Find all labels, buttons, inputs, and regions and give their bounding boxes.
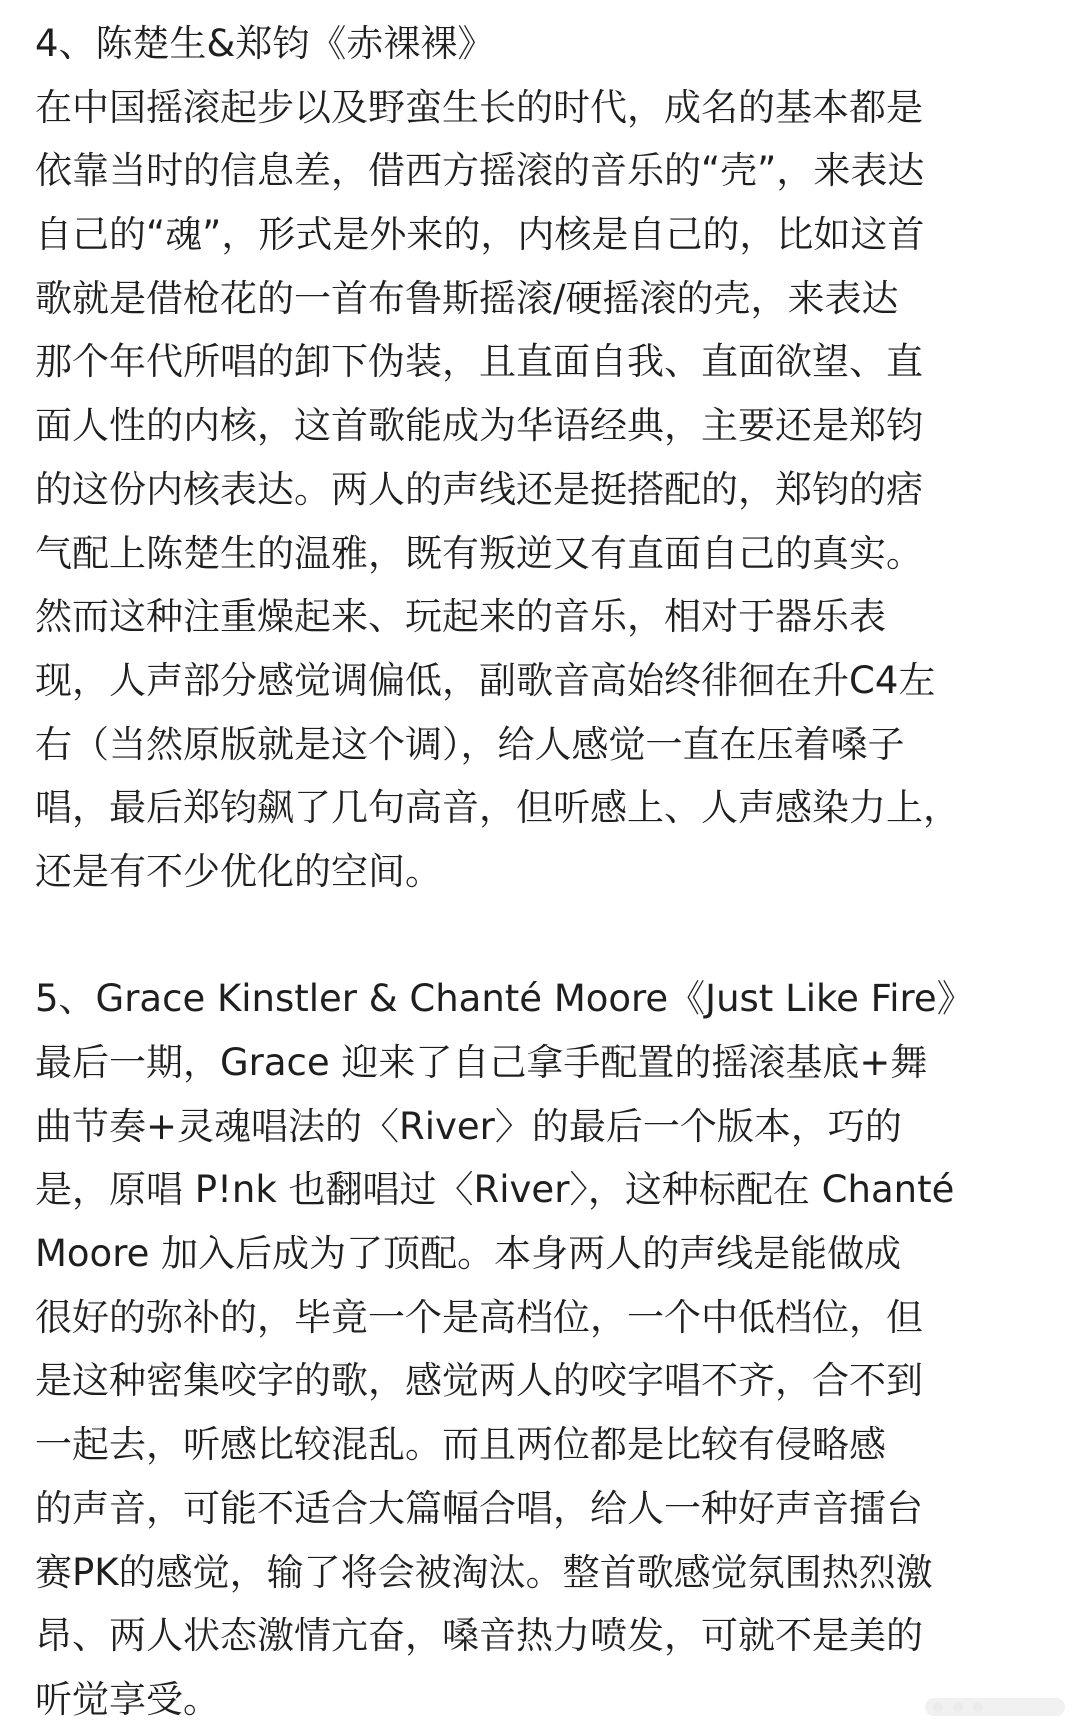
paragraph-line: 面人性的内核，这首歌能成为华语经典，主要还是郑钧 [35,404,923,448]
paragraph-line: Moore 加入后成为了顶配。本身两人的声线是能做成 [35,1232,902,1276]
paragraph-line: 是这种密集咬字的歌，感觉两人的咬字唱不齐，合不到 [35,1359,923,1403]
section-4 [35,12,1055,904]
paragraph-line: 赛PK的感觉，输了将会被淘汰。整首歌感觉氛围热烈激 [35,1550,933,1594]
watermark-logo [910,1686,1080,1728]
paragraph-line: 一起去，听感比较混乱。而且两位都是比较有侵略感 [35,1423,886,1467]
paragraph-line: 曲节奏+灵魂唱法的〈River〉的最后一个版本，巧的 [35,1104,902,1148]
paragraph-line: 的这份内核表达。两人的声线还是挺搭配的，郑钧的痞 [35,467,923,511]
article-body [35,12,1055,1732]
paragraph-line: 的声音，可能不适合大篇幅合唱，给人一种好声音擂台 [35,1486,923,1530]
paragraph-line: 那个年代所唱的卸下伪装，且直面自我、直面欲望、直 [35,340,923,384]
paragraph-line: 昂、两人状态激情亢奋，嗓音热力喷发，可就不是美的 [35,1614,923,1658]
paragraph-line: 现，人声部分感觉调偏低，副歌音高始终徘徊在升C4左 [35,658,936,702]
paragraph-line: 气配上陈楚生的温雅，既有叛逆又有直面自己的真实。 [35,531,923,575]
paragraph-line: 歌就是借枪花的一首布鲁斯摇滚/硬摇滚的壳，来表达 [35,276,899,320]
paragraph-line: 在中国摇滚起步以及野蛮生长的时代，成名的基本都是 [35,85,923,129]
paragraph-line: 还是有不少优化的空间。 [35,849,442,893]
section-title: 5、Grace Kinstler & Chanté Moore《Just Like Fire》 [35,977,974,1021]
paragraph-line: 依靠当时的信息差，借西方摇滚的音乐的“壳”，来表达 [35,149,925,193]
paragraph-line: 很好的弥补的，毕竟一个是高档位，一个中低档位，但 [35,1295,923,1339]
section-title: 4、陈楚生&郑钧《赤裸裸》 [35,22,495,65]
paragraph-line: 然而这种注重燥起来、玩起来的音乐，相对于器乐表 [35,595,886,639]
paragraph-line: 听觉享受。 [35,1677,220,1721]
paragraph-line: 是，原唱 P!nk 也翻唱过〈River〉，这种标配在 Chanté [35,1168,955,1212]
section-5 [35,967,1055,1731]
paragraph-line: 唱，最后郑钧飙了几句高音，但听感上、人声感染力上， [35,786,960,830]
section-divider-space [35,904,1055,968]
paragraph-line: 右（当然原版就是这个调），给人感觉一直在压着嗓子 [35,722,905,766]
paragraph-line: 自己的“魂”，形式是外来的，内核是自己的，比如这首 [35,213,925,257]
paragraph-line: 最后一期，Grace 迎来了自己拿手配置的摇滚基底+舞 [35,1041,928,1084]
